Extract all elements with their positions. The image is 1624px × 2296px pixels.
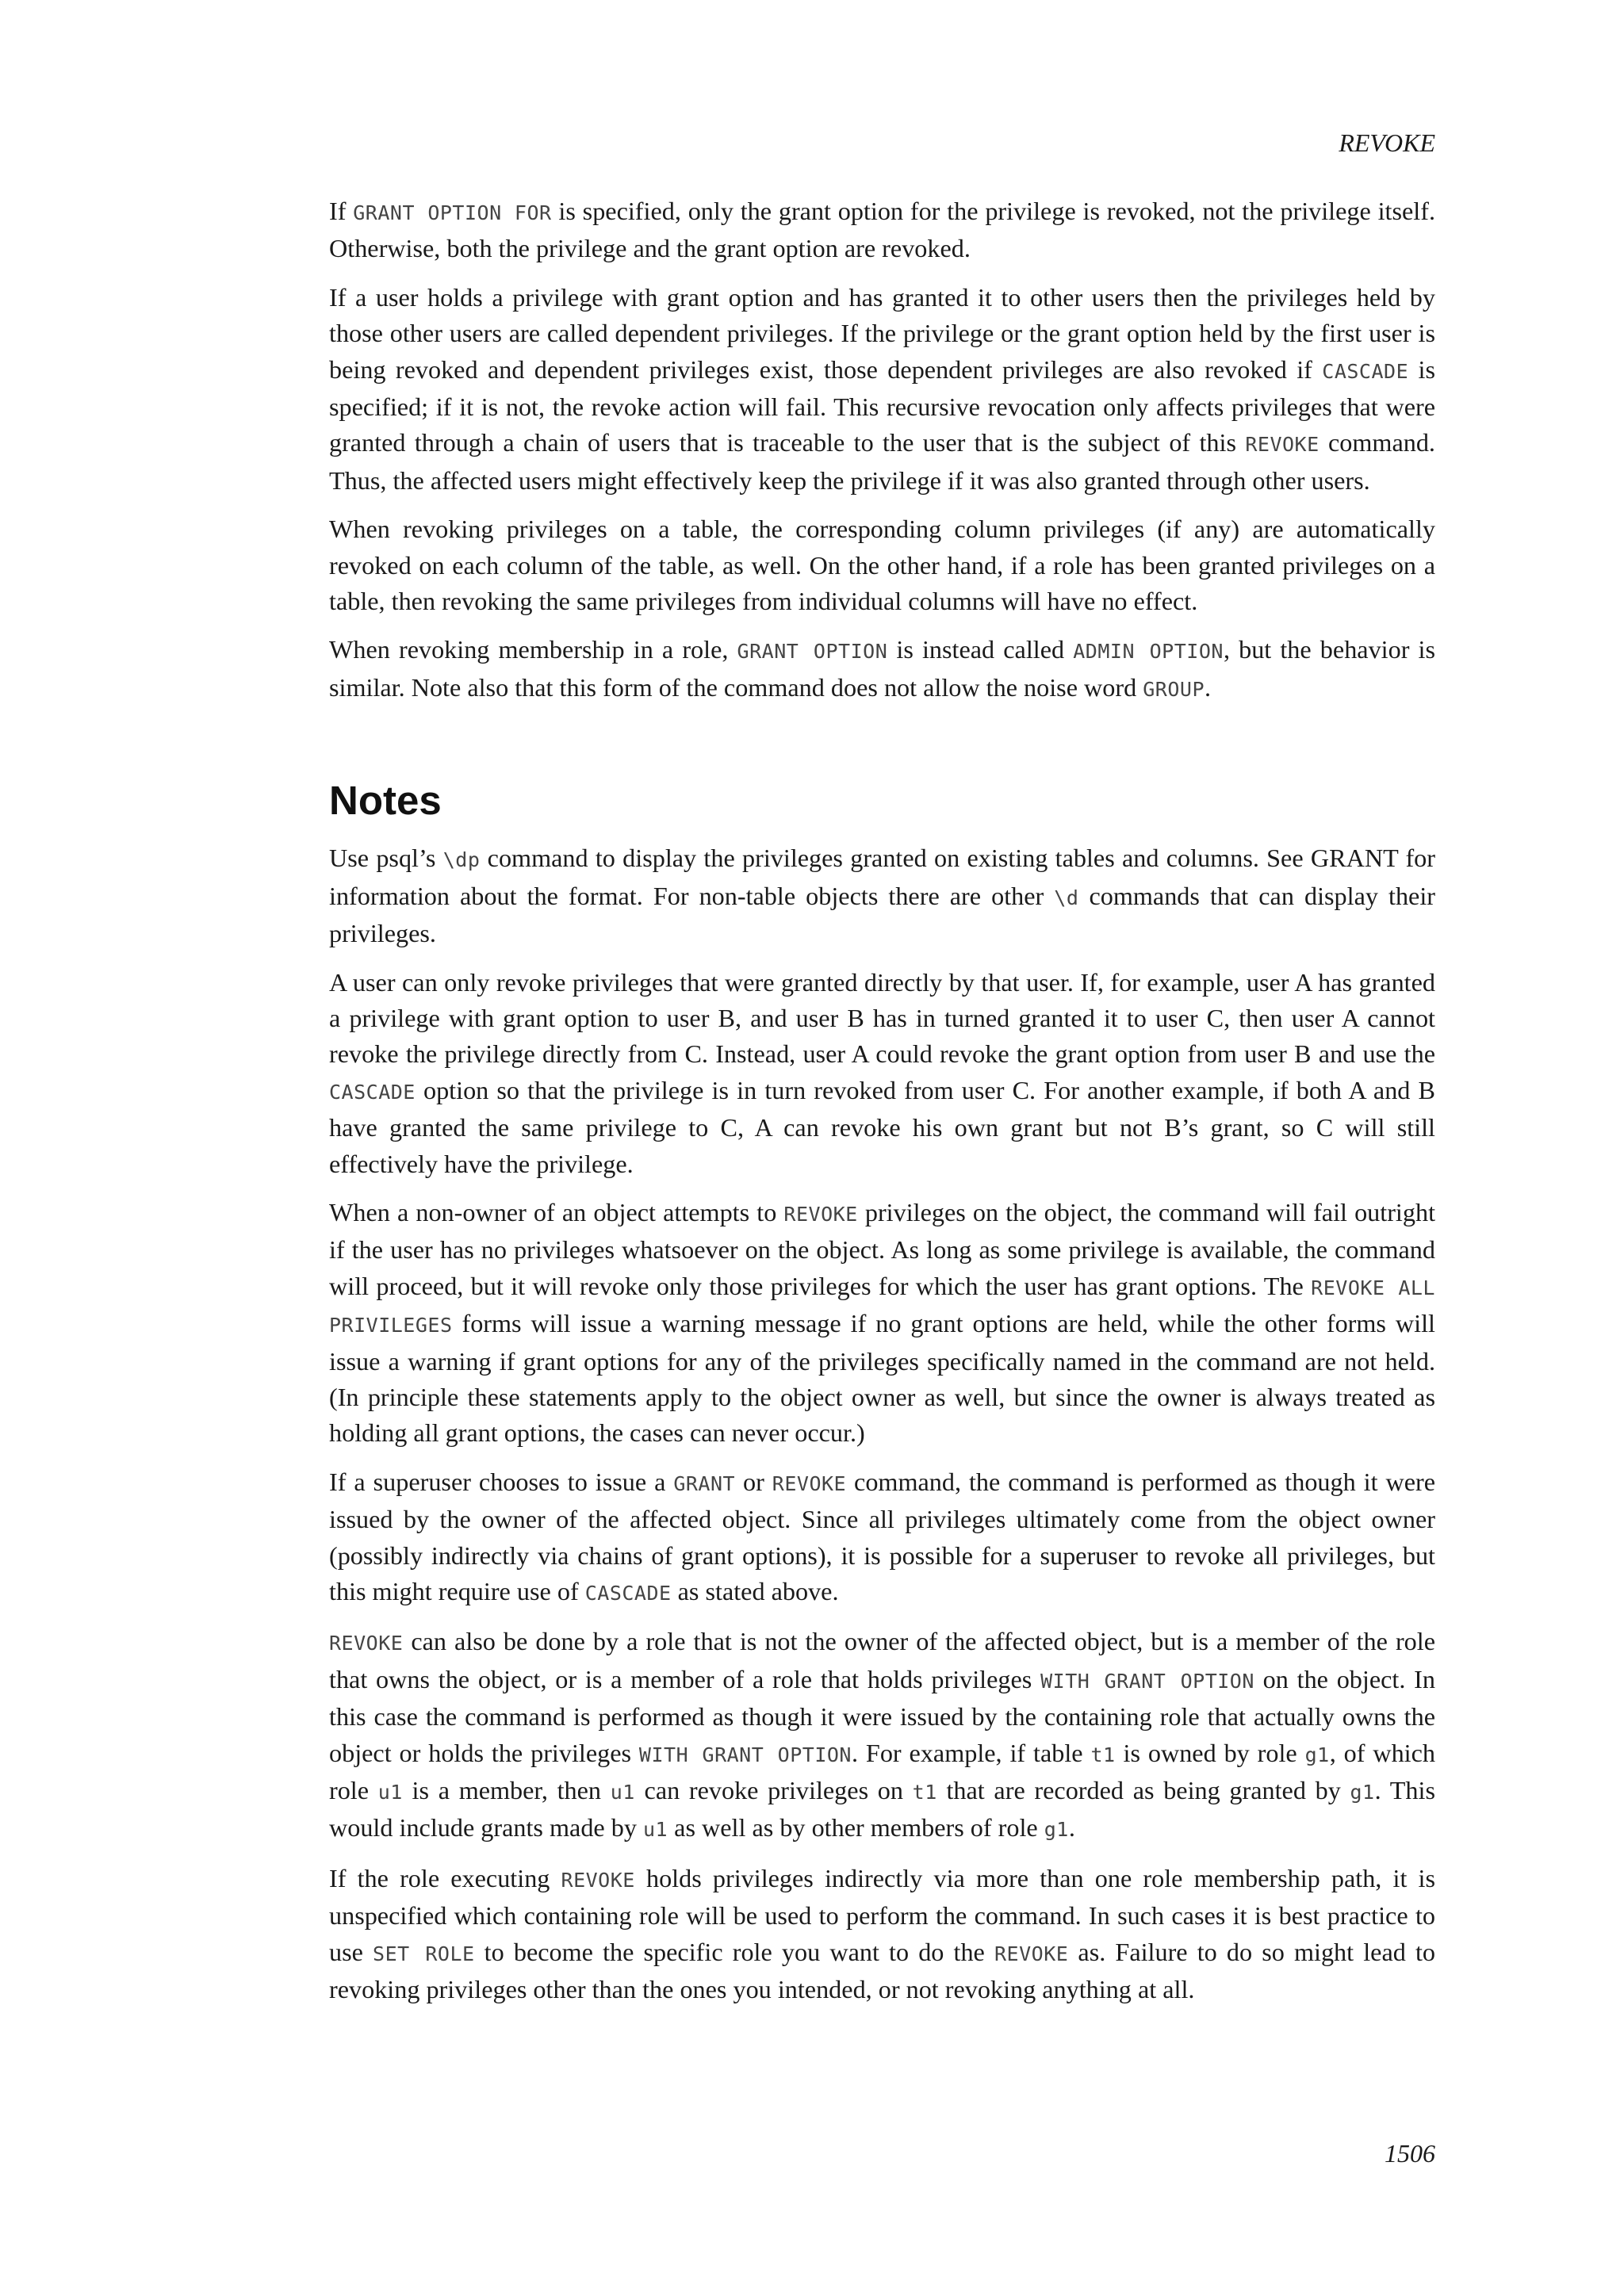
paragraph xyxy=(329,1861,1435,2008)
inline-code: WITH GRANT OPTION xyxy=(638,1743,852,1766)
text-run: to become the specific role you want to do the xyxy=(474,1937,994,1966)
text-run: as stated above. xyxy=(671,1577,839,1605)
inline-code: CASCADE xyxy=(1322,359,1409,383)
text-run: as. Failure to do so might lead to revoking privileges other than the ones you intended, or not revoking anything at all. xyxy=(329,1937,1435,2004)
inline-code: g1 xyxy=(1304,1743,1330,1766)
text-run: can revoke privileges on xyxy=(634,1776,913,1805)
text-run: A user can only revoke privileges that were granted directly by that user. If, for example, user A has granted a privilege with grant option to user B, and user B has in turned granted it to user C, then user A cannot revoke the privilege directly from C. Instead, user A could revoke the grant option from user B and use the xyxy=(329,967,1435,1069)
paragraph xyxy=(329,632,1435,707)
paragraph xyxy=(329,1464,1435,1612)
text-run: If a user holds a privilege with grant option and has granted it to other users then the privileges held by those other users are called dependent privileges. If the privilege or the grant option held by the first user is being revoked and dependent privileges exist, those dependent privileges are also revoked if xyxy=(329,282,1435,384)
inline-code: GRANT OPTION xyxy=(737,640,888,664)
paragraph xyxy=(329,280,1435,499)
paragraph xyxy=(329,511,1435,619)
text-run: as well as by other members of role xyxy=(668,1813,1044,1843)
inline-code: REVOKE xyxy=(783,1202,858,1226)
text-run: is instead called xyxy=(887,635,1074,664)
inline-code: \dp xyxy=(442,848,481,872)
text-run: forms will issue a warning message if no grant options are held, while the other forms will issue a warning if grant options for any of the privileges specifically named in the command are not held. (In principle these statements apply to the object owner as well, but since the owner is always treated as holding all grant options, the cases can never occur.) xyxy=(329,1309,1435,1448)
inline-code: t1 xyxy=(912,1781,937,1804)
inline-code: GRANT OPTION FOR xyxy=(353,201,552,224)
inline-code: REVOKE xyxy=(561,1868,635,1892)
paragraph xyxy=(329,840,1435,951)
inline-code: GROUP xyxy=(1143,677,1205,701)
text-run: If a superuser chooses to issue a xyxy=(329,1467,674,1496)
text-run: is specified, only the grant option for the privilege is revoked, not the privilege itself. Otherwise, both the privilege and the grant option are revoked. xyxy=(329,197,1435,263)
text-run: is specified; if it is not, the revoke action will fail. This recursive revocation only affects privileges that were granted through a chain of users that is traceable to the user that is the subject of this xyxy=(329,354,1435,457)
text-run: privileges on the object, the command will fail outright if the user has no privileges whatsoever on the object. As long as some privilege is available, the command will proceed, but it will revoke only those privileges for which the user has grant options. The xyxy=(329,1197,1436,1300)
inline-code: REVOKE ALL PRIVILEGES xyxy=(329,1276,1435,1337)
text-run: or xyxy=(735,1467,772,1496)
inline-code: REVOKE xyxy=(994,1942,1069,1965)
text-run: . xyxy=(1068,1813,1075,1843)
inline-code: ADMIN OPTION xyxy=(1073,640,1224,664)
notes-section xyxy=(329,840,1435,2007)
text-run: can also be done by a role that is not the owner of the affected object, but is a member of the role that owns the object, or is a member of a role that holds privileges xyxy=(329,1627,1435,1693)
inline-code: SET ROLE xyxy=(373,1942,475,1965)
inline-code: REVOKE xyxy=(1245,433,1320,457)
text-run: holds privileges indirectly via more than one role membership path, it is unspecified which containing role will be used to perform the command. In such cases it is best practice to use xyxy=(329,1863,1436,1966)
inline-code: WITH GRANT OPTION xyxy=(1040,1669,1254,1693)
inline-code: u1 xyxy=(610,1781,635,1804)
inline-code: g1 xyxy=(1044,1818,1069,1842)
inline-code: g1 xyxy=(1350,1781,1375,1804)
text-run: Use psql’s xyxy=(329,844,443,873)
text-run: If xyxy=(329,197,354,225)
section-heading-notes: Notes xyxy=(329,778,442,824)
text-run: command to display the privileges granted on existing tables and columns. See GRANT for information about the format. For non-table objects there are other xyxy=(329,844,1435,910)
text-run: is owned by role xyxy=(1115,1738,1305,1767)
text-run: is a member, then xyxy=(402,1776,611,1805)
description-section xyxy=(329,193,1435,707)
page-number: 1506 xyxy=(1385,2139,1435,2168)
text-run: , but the behavior is similar. Note also that this form of the command does not allow the noise word xyxy=(329,635,1436,702)
inline-code: CASCADE xyxy=(584,1582,672,1605)
document-page xyxy=(329,0,1435,2296)
paragraph xyxy=(329,1624,1435,1847)
inline-code: CASCADE xyxy=(329,1080,416,1104)
text-run: option so that the privilege is in turn revoked from user C. For another example, if both A and B have granted the same privilege to C, A can revoke his own grant but not B’s grant, so C will still effectively have the privilege. xyxy=(329,1075,1435,1178)
text-run: . For example, if table xyxy=(851,1738,1091,1767)
text-run: . This would include grants made by xyxy=(329,1776,1435,1843)
inline-code: t1 xyxy=(1090,1743,1116,1766)
inline-code: u1 xyxy=(377,1781,403,1804)
text-run: When a non-owner of an object attempts to xyxy=(329,1197,784,1226)
inline-code: REVOKE xyxy=(329,1632,404,1655)
text-run: on the object. In this case the command is performed as though it were issued by the containing role that actually owns the object or holds the privileges xyxy=(329,1664,1435,1767)
inline-code: REVOKE xyxy=(772,1471,847,1495)
text-run: If the role executing xyxy=(329,1863,561,1892)
running-header: REVOKE xyxy=(1339,128,1435,157)
inline-code: u1 xyxy=(643,1818,668,1842)
text-run: When revoking membership in a role, xyxy=(329,635,737,664)
text-run: . xyxy=(1205,672,1212,702)
paragraph xyxy=(329,193,1435,267)
text-run: When revoking privileges on a table, the corresponding column privileges (if any) are automatically revoked on each column of the table, as well. On the other hand, if a role has been granted privileges on a table, then revoking the same privileges from individual columns will have no effect. xyxy=(329,515,1435,616)
inline-code: GRANT xyxy=(673,1471,736,1495)
paragraph xyxy=(329,965,1435,1182)
text-run: , of which role xyxy=(329,1738,1435,1805)
text-run: that are recorded as being granted by xyxy=(936,1776,1350,1805)
paragraph xyxy=(329,1195,1435,1452)
text-run: commands that can display their privileges. xyxy=(329,881,1435,948)
inline-code: \d xyxy=(1054,886,1079,909)
text-run: command, the command is performed as though it were issued by the owner of the affected object. Since all privileges ultimately come from the object owner (possibly indirectly via chains of grant options), it is possible for a superuser to revoke all privileges, but this might require use of xyxy=(329,1467,1436,1605)
document-body xyxy=(329,193,1435,2020)
text-run: command. Thus, the affected users might effectively keep the privilege if it was also granted through other users. xyxy=(329,428,1435,495)
